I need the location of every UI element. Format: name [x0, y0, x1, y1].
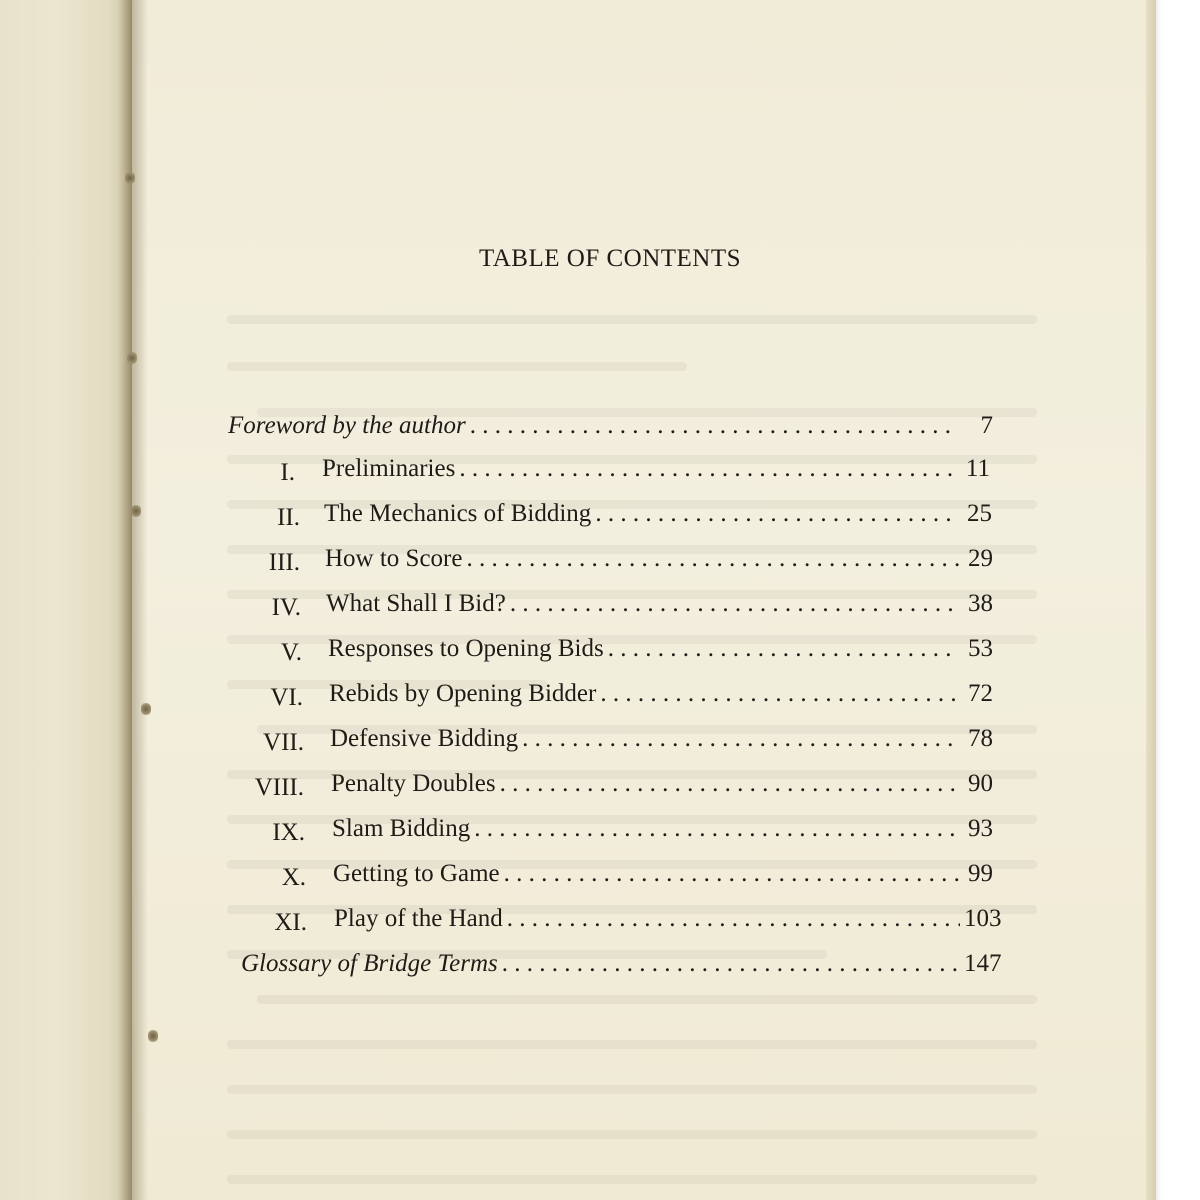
- toc-entry: [334, 905, 1002, 941]
- toc-entry-page: 90: [968, 770, 993, 797]
- binding-stitch: [141, 703, 151, 715]
- chapter-numeral: IV.: [271, 594, 301, 621]
- toc-entry-title: Rebids by Opening Bidder: [329, 680, 597, 707]
- toc-entry: [330, 725, 993, 761]
- page-title: TABLE OF CONTENTS: [478, 245, 742, 272]
- toc-entry-title: Play of the Hand: [334, 905, 503, 932]
- chapter-numeral: IX.: [272, 819, 305, 846]
- toc-entry-title: Preliminaries: [322, 455, 456, 482]
- dot-leader: [502, 950, 960, 978]
- toc-entry-page: 103: [964, 905, 1002, 932]
- dot-leader: [507, 905, 960, 933]
- toc-entry: [333, 860, 993, 896]
- binding-stitch: [127, 352, 137, 364]
- chapter-numeral: II.: [277, 504, 300, 531]
- toc-entry: [328, 635, 993, 671]
- toc-entry-page: 53: [968, 635, 993, 662]
- dot-leader: [500, 770, 959, 798]
- dot-leader: [459, 455, 956, 483]
- toc-entry: [331, 770, 993, 806]
- toc-entry-title: Defensive Bidding: [330, 725, 519, 752]
- toc-entry-page: 78: [968, 725, 993, 752]
- toc-entry-page: 72: [968, 680, 993, 707]
- binding-stitch: [131, 505, 141, 517]
- toc-entry-title: Getting to Game: [333, 860, 500, 887]
- toc-entry-page: 25: [967, 500, 992, 527]
- dot-leader: [600, 680, 959, 708]
- chapter-numeral: VI.: [270, 684, 303, 711]
- left-page: [0, 0, 135, 1200]
- chapter-numeral: V.: [280, 639, 302, 666]
- toc-entry-title: The Mechanics of Bidding: [324, 500, 592, 527]
- toc-entry: [329, 680, 993, 716]
- toc-entry: [326, 590, 993, 626]
- toc-entry-page: 99: [968, 860, 993, 887]
- toc-entry-title: Responses to Opening Bids: [328, 635, 604, 662]
- dot-leader: [470, 412, 959, 440]
- page-edge: [1146, 0, 1156, 1200]
- toc-entry-title: Glossary of Bridge Terms: [241, 950, 498, 977]
- toc-entry: [241, 950, 1002, 986]
- toc-entry-title: Slam Bidding: [332, 815, 471, 842]
- dot-leader: [466, 545, 959, 573]
- chapter-numeral: VIII.: [254, 774, 304, 801]
- binding-stitch: [148, 1030, 158, 1042]
- toc-entry: [322, 455, 990, 491]
- chapter-numeral: I.: [280, 459, 295, 486]
- toc-entry: [325, 545, 993, 581]
- toc-entry-page: 29: [968, 545, 993, 572]
- toc-entry-page: 147: [964, 950, 1002, 977]
- chapter-numeral: III.: [268, 549, 300, 576]
- chapter-numeral: X.: [281, 864, 306, 891]
- toc-entry-page: 11: [965, 455, 990, 482]
- dot-leader: [474, 815, 959, 843]
- chapter-numeral: VII.: [263, 729, 304, 756]
- chapter-numeral: XI.: [274, 909, 307, 936]
- dot-leader: [504, 860, 959, 888]
- toc-entry-page: 93: [968, 815, 993, 842]
- toc-entry-title: Penalty Doubles: [331, 770, 496, 797]
- toc-entry-page: 7: [980, 412, 993, 439]
- dot-leader: [522, 725, 959, 753]
- toc-entry-page: 38: [968, 590, 993, 617]
- toc-entry-title: Foreword by the author: [228, 412, 466, 439]
- toc-entry: [332, 815, 993, 851]
- binding-stitch: [125, 172, 135, 184]
- dot-leader: [595, 500, 958, 528]
- toc-entry-title: What Shall I Bid?: [326, 590, 506, 617]
- toc-entry: [228, 412, 993, 448]
- toc-entry: [324, 500, 992, 536]
- toc-entry-title: How to Score: [325, 545, 463, 572]
- dot-leader: [510, 590, 959, 618]
- dot-leader: [608, 635, 959, 663]
